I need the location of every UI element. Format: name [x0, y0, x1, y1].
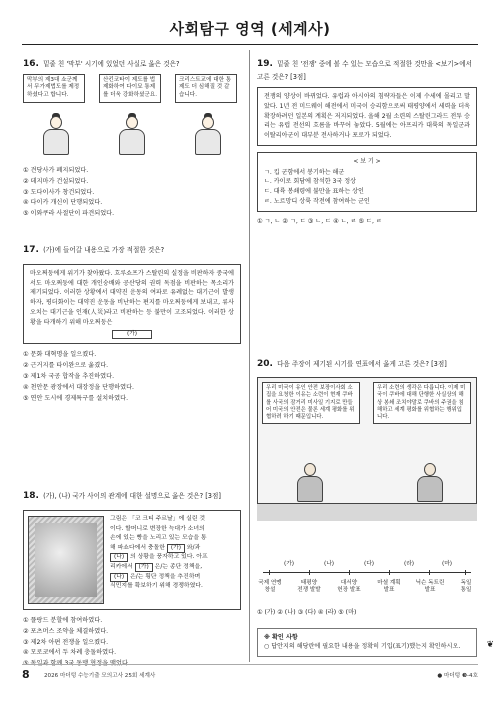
- option-4[interactable]: ④ 천안문 광장에서 대장정을 단행하였다.: [23, 383, 135, 391]
- passage-box: 전쟁의 양상이 바뀌었다. 유럽과 아시아의 침략자들은 이제 수세에 몰리고 말았다. 1년 전 미드웨이 해전에서 미국이 승리함으로써 태평양에서 세력을 더욱 확장하려던 일본의 계획은 저지되었다. 올해 2월 소련의 스탈린그라드 전투 승리는 유럽 전선의 흐름을 바꾸어 놓았다. 5월에는 아프리카 대륙의 독일군과 이탈리아군이 대부분 전사하거나 포로가 되었다.: [257, 87, 477, 146]
- option-2[interactable]: ② 포츠머스 조약을 체결하였다.: [23, 627, 109, 635]
- bogi-item: ㄴ. 카이로 회담에 참석한 3국 정상: [264, 178, 357, 186]
- answer-options: [23, 350, 241, 404]
- question-prompt: 밑줄 친 '전쟁' 중에 볼 수 있는 모습으로 적절한 것만을 <보기>에서 고른 것은? [3점]: [257, 60, 472, 81]
- column-divider: [249, 50, 250, 662]
- timeline-segment: (다): [363, 561, 375, 567]
- option-1[interactable]: ① 견당사가 폐지되었다.: [23, 166, 89, 174]
- notice-title: ※ 확인 사항: [264, 634, 298, 641]
- speech-bubble: 크리스트교에 대한 통제도 더 심해질 것 같습니다.: [175, 74, 237, 103]
- question-prompt: (가), (나) 국가 사이의 관계에 대한 설명으로 옳은 것은? [3점]: [43, 492, 221, 500]
- confirmation-notice: [257, 628, 477, 657]
- question-number: 19.: [257, 59, 273, 69]
- question-16: [23, 58, 241, 220]
- bogi-item: ㄱ. 킵 군함에서 봉기하는 해군: [264, 168, 345, 176]
- blank-ga: (가): [112, 330, 152, 339]
- option-row[interactable]: ① ㄱ, ㄴ ② ㄱ, ㄷ ③ ㄴ, ㄷ ④ ㄴ, ㄹ ⑤ ㄷ, ㄹ: [257, 217, 382, 225]
- timeline-event: 닉슨 독트린 발표: [415, 580, 445, 594]
- question-number: 17.: [23, 245, 39, 255]
- timeline-segment: (가): [283, 561, 295, 567]
- question-number: 20.: [257, 359, 273, 369]
- timeline-event: 마셜 계획 발표: [377, 580, 401, 594]
- option-row[interactable]: ① (가) ② (나) ③ (다) ④ (라) ⑤ (마): [257, 609, 357, 616]
- footer-title: 2026 마더텅 수능기출 모의고사 25회 세계사: [44, 673, 156, 679]
- question-20: [257, 358, 477, 616]
- bogi-box: [257, 152, 477, 212]
- option-5[interactable]: ⑤ 연안 도시에 경제특구를 설치하였다.: [23, 394, 129, 402]
- label-na: (나): [110, 553, 128, 562]
- timeline-axis: [263, 572, 471, 573]
- cartoon-illustration: [28, 516, 104, 604]
- cartoon-panel: [257, 377, 477, 523]
- timeline-segment: (나): [323, 561, 335, 567]
- side-marker-icon: ❦: [486, 640, 494, 650]
- passage-box: [23, 510, 241, 610]
- samurai-figure-icon: [193, 116, 223, 156]
- notice-text: ○ 답안지의 해당란에 필요한 내용을 정확히 기입(표기)했는지 확인하시오.: [264, 643, 461, 651]
- passage-box: [23, 264, 241, 344]
- option-5[interactable]: ⑤ 독일과 함께 3국 동맹 협정을 맺었다.: [23, 660, 130, 668]
- samurai-figure-icon: [41, 116, 71, 156]
- bogi-item: ㄷ. 대륙 봉쇄령에 불만을 표하는 상인: [264, 188, 364, 195]
- timeline-event: 독일 통일: [460, 580, 472, 594]
- option-4[interactable]: ④ 다이카 개신이 단행되었다.: [23, 199, 103, 207]
- timeline-event: 대서양 헌장 발표: [337, 580, 361, 594]
- cartoon-panel: [23, 72, 241, 160]
- bogi-title: < 보 기 >: [353, 157, 381, 165]
- label-ga: (가): [167, 544, 185, 553]
- speaker-figure-icon: [295, 463, 325, 503]
- timeline-segment: (라): [403, 561, 415, 567]
- question-17: [23, 244, 241, 405]
- speech-bubble-ussr: 우리 소련의 생각은 다릅니다. 이제 미국이 쿠바에 대해 단행한 사실상의 해상 봉쇄 조치야말로 쿠바의 주권을 침해하고 세계 평화를 위협하는 행위입니다.: [373, 382, 471, 424]
- speech-bubble: 막부의 제3대 쇼군께서 무가제법도를 제정하셨다고 합니다.: [23, 74, 85, 103]
- page-title: 사회탐구 영역 (세계사): [169, 20, 331, 38]
- option-3[interactable]: ③ 제2차 아편 전쟁을 일으켰다.: [23, 638, 109, 646]
- answer-options: [257, 217, 477, 228]
- title-divider: [22, 44, 478, 45]
- question-prompt: (가)에 들어갈 내용으로 가장 적절한 것은?: [43, 246, 165, 254]
- desk-shape: [257, 503, 477, 521]
- question-18: [23, 490, 241, 670]
- option-4[interactable]: ④ 모로코에서 두 차례 충돌하였다.: [23, 649, 117, 657]
- option-3[interactable]: ③ 제1차 국공 합작을 추진하였다.: [23, 373, 115, 381]
- option-3[interactable]: ③ 도다이사가 창건되었다.: [23, 188, 95, 196]
- passage-text: 그림은 「코 크티 주르날」에 실린 것 이다. 할머니로 변장한 늑대가 소녀의 손에 있는 빵을 노리고 있는 모습을 통 해 파쇼다에서 충돌한 (가) 와/과 (나) 의 상황을 풍자하고 있다. 아프 리카에서 (가) 은/는 종단 정책을, (나) 은/는 횡단 정책을 추진하며 식민지를 확보하기 위해 경쟁하였다.: [110, 515, 208, 590]
- answer-options: [23, 616, 241, 670]
- answer-options: [257, 608, 356, 619]
- question-number: 18.: [23, 491, 39, 501]
- option-5[interactable]: ⑤ 이와쿠라 사절단이 파견되었다.: [23, 210, 115, 218]
- option-1[interactable]: ① 플랑드 분할에 참여하였다.: [23, 616, 103, 624]
- page-footer: [22, 664, 478, 684]
- question-prompt: 밑줄 친 '막부' 시기에 있었던 사실로 옳은 것은?: [43, 60, 180, 68]
- samurai-figure-icon: [117, 116, 147, 156]
- passage-text: 마오쩌둥에게 위기가 찾아왔다. 흐루쇼프가 스탈린의 실정을 비판하자 중국에서도 마오쩌둥에 대한 개인숭배와 공산당의 권력 독점을 비판하는 목소리가 제기되었다. 이러한 상황에서 대약진 운동의 여파로 유례없는 대기근이 발생하자, 평더화이는 대약진 운동을 비난하는 편지를 마오쩌둥에게 보내고, 류사오치는 대기근을 인재(人災)라고 비판하는 등 불만이 고조되었다. 이러한 상황을 타개하기 위해 마오쩌둥은: [30, 269, 234, 326]
- speech-bubble: 산킨코타이 제도를 법제화하여 다이묘 통제를 더욱 강화하셨군요.: [99, 74, 161, 103]
- timeline-segment: (마): [441, 561, 453, 567]
- question-number: 16.: [23, 59, 39, 69]
- speaker-figure-icon: [415, 463, 445, 503]
- option-1[interactable]: ① 문화 대혁명을 일으켰다.: [23, 351, 97, 359]
- label-ga: (가): [135, 563, 153, 572]
- label-na: (나): [110, 573, 128, 582]
- answer-options: [23, 166, 241, 220]
- page-number: 8: [22, 668, 30, 681]
- option-2[interactable]: ② 데지마가 건설되었다.: [23, 177, 89, 185]
- option-2[interactable]: ② 근거지를 타이완으로 옮겼다.: [23, 362, 109, 370]
- question-prompt: 다음 주장이 제기된 시기를 연표에서 옳게 고른 것은? [3점]: [277, 360, 447, 368]
- bogi-item: ㄹ. 노르망디 상륙 작전에 참여하는 군인: [264, 197, 370, 205]
- speech-bubble-us: 우리 미국이 유인 안전 보장이사회 소집을 요청한 이유는 소련이 현재 쿠바를 사국의 잠거리 미사일 기지로 만들어 미국의 안전은 물론 세계 평화를 위협하려 하기 때문입니다.: [262, 382, 360, 424]
- timeline-event: 국제 연맹 창설: [258, 580, 282, 594]
- footer-brand: ● 마더텅 ❸-4호: [437, 673, 478, 679]
- question-19: [257, 58, 477, 227]
- timeline-event: 태평양 전쟁 발발: [297, 580, 321, 594]
